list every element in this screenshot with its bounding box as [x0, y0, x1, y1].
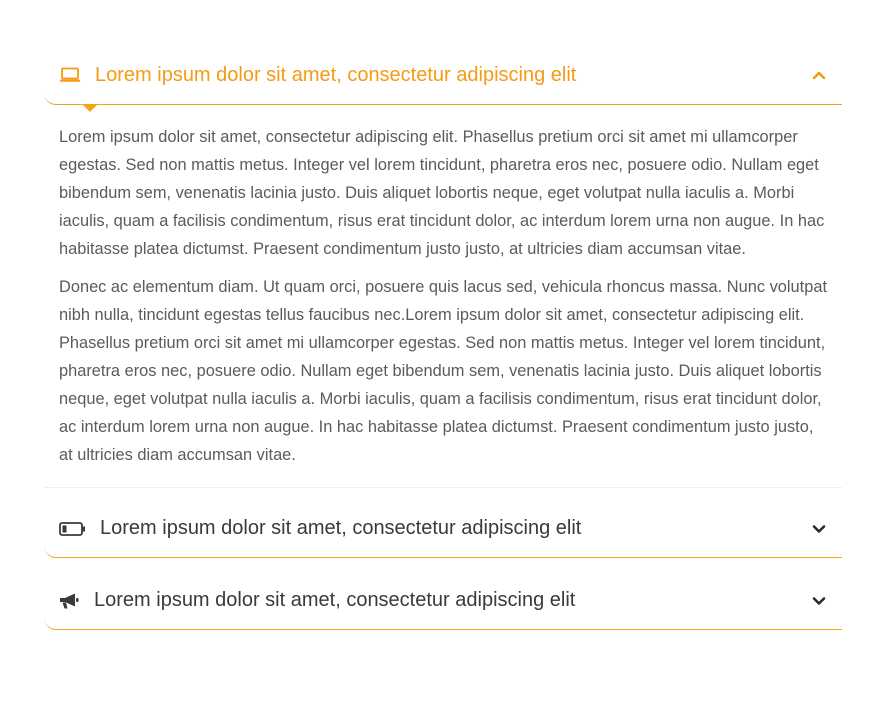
bullhorn-icon	[59, 592, 80, 610]
active-caret	[83, 105, 97, 112]
panel-paragraph-1: Lorem ipsum dolor sit amet, consectetur adipiscing elit. Phasellus pretium orci sit amet mi ullamcorper egestas. Sed non mattis metus. Integer vel lorem tincidunt, pharetra eros nec, posuere odio. Nullam eget bibendum sem, venenatis lacinia justo. Duis aliquet lobortis neque, eget volutpat nulla iaculis a. Morbi iaculis, quam a facilisis condimentum, risus erat tincidunt dolor, ac interdum lorem urna non augue. In hac habitasse platea dictumst. Praesent condimentum justo justo, at ultricies diam accumsan vitae.	[59, 128, 825, 258]
accordion-header-2[interactable]	[44, 500, 842, 558]
accordion-item-3	[44, 572, 842, 630]
accordion-title-3: Lorem ipsum dolor sit amet, consectetur adipiscing elit	[94, 589, 576, 611]
laptop-icon	[59, 67, 81, 83]
battery-icon	[59, 522, 86, 536]
accordion-header-1[interactable]	[44, 46, 842, 105]
accordion-item-2	[44, 500, 842, 558]
accordion	[44, 46, 842, 630]
chevron-down-icon[interactable]	[810, 520, 828, 538]
panel-paragraph-2: Donec ac elementum diam. Ut quam orci, posuere quis lacus sed, vehicula rhoncus massa. Nunc volutpat nibh nulla, tincidunt egestas tellus faucibus nec.Lorem ipsum dolor sit amet, consectetur adipiscing elit. Phasellus pretium orci sit amet mi ullamcorper egestas. Sed non mattis metus. Integer vel lorem tincidunt, pharetra eros nec, posuere odio. Nullam eget bibendum sem, venenatis lacinia justo. Duis aliquet lobortis neque, eget volutpat nulla iaculis a. Morbi iaculis, quam a facilisis condimentum, risus erat tincidunt dolor, ac interdum lorem urna non augue. In hac habitasse platea dictumst. Praesent condimentum justo justo, at ultricies diam accumsan vitae.	[59, 278, 828, 464]
chevron-up-icon[interactable]	[810, 66, 828, 84]
accordion-title-1: Lorem ipsum dolor sit amet, consectetur adipiscing elit	[95, 63, 577, 86]
accordion-title-2: Lorem ipsum dolor sit amet, consectetur adipiscing elit	[100, 517, 582, 539]
chevron-down-icon[interactable]	[810, 592, 828, 610]
accordion-panel-1	[44, 105, 842, 488]
accordion-item-1	[44, 46, 842, 488]
accordion-header-3[interactable]	[44, 572, 842, 630]
